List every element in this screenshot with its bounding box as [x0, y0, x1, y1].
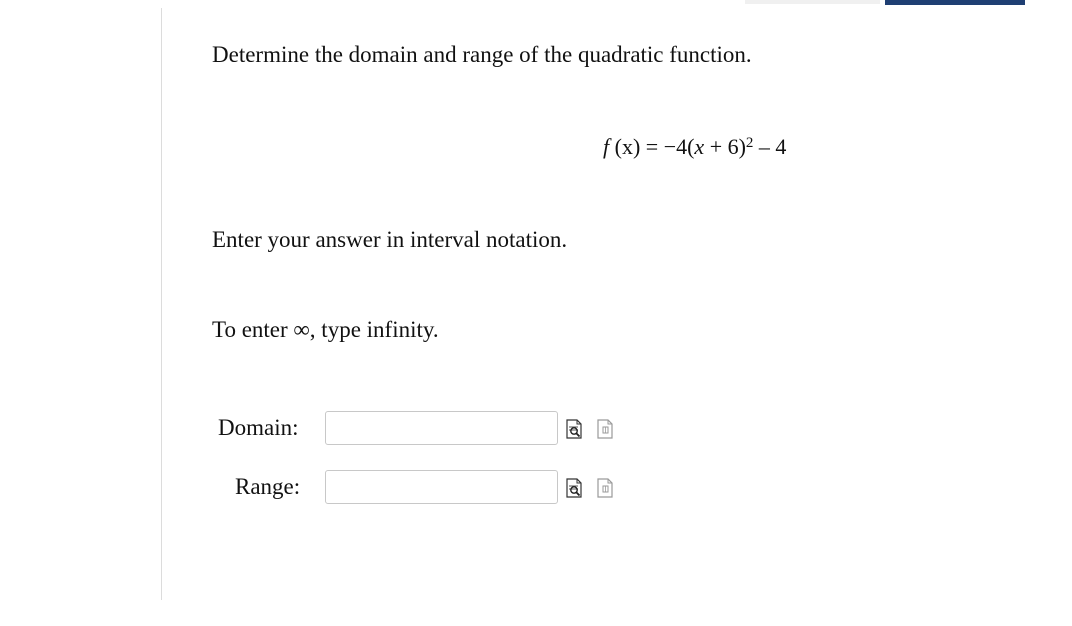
equation-editor-icon[interactable] — [597, 478, 613, 498]
exponent: 2 — [745, 135, 754, 151]
preview-answer-icon[interactable] — [566, 478, 582, 498]
instruction-text: Enter your answer in interval notation. — [212, 227, 568, 252]
infinity-hint: To enter ∞, type infinity. — [212, 317, 439, 342]
preview-answer-icon[interactable] — [566, 419, 582, 439]
equation-rhs: $-4(x + 6)^2 - 4$ — [663, 134, 787, 159]
top-tab-accent — [885, 0, 1025, 5]
range-label: Range: — [235, 474, 301, 499]
function-equation — [603, 130, 786, 167]
top-tab-light — [745, 0, 880, 4]
function-argument: (x) = — [609, 134, 664, 159]
left-divider — [161, 8, 162, 600]
function-name: f — [603, 134, 610, 159]
domain-label: Domain: — [218, 415, 299, 440]
domain-input[interactable] — [325, 411, 558, 445]
equation-editor-icon[interactable] — [597, 419, 613, 439]
range-input[interactable] — [325, 470, 558, 504]
question-text: Determine the domain and range of the quadratic function. — [212, 42, 752, 67]
